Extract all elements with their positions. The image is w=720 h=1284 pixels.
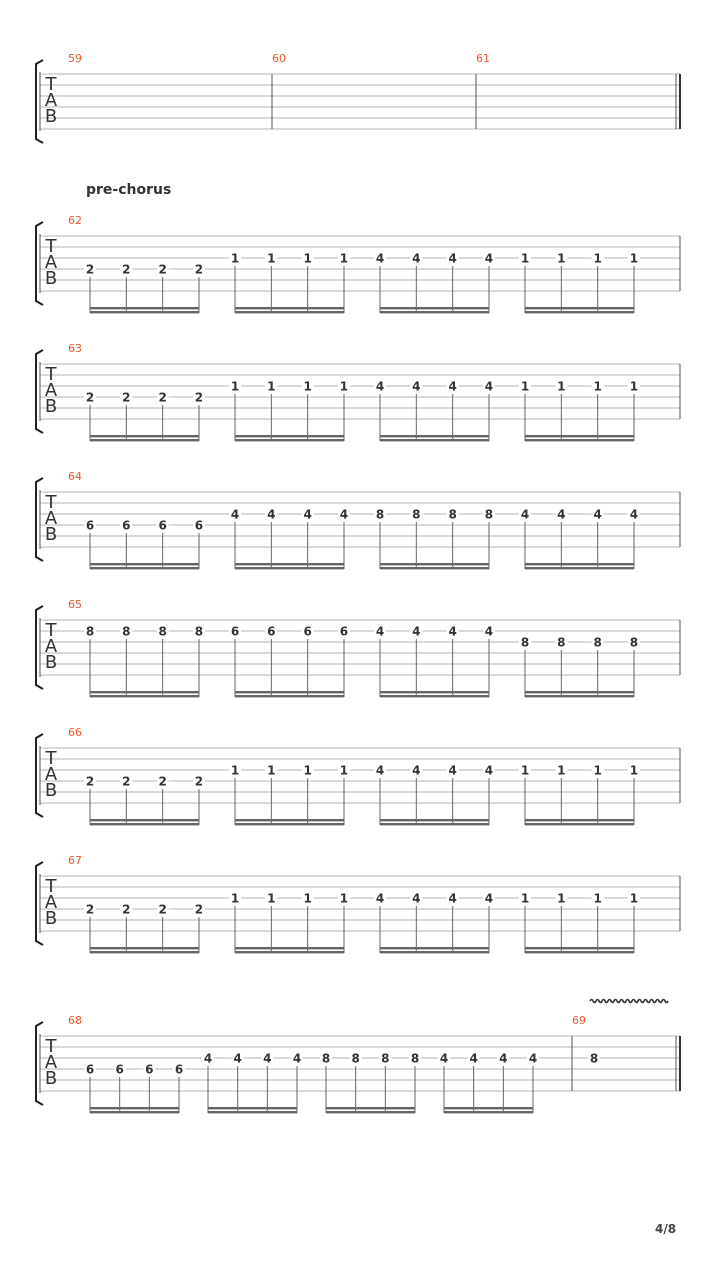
note-beam (90, 819, 199, 821)
fret-number: 4 (303, 507, 312, 522)
fret-number: 1 (303, 379, 312, 394)
fret-number: 1 (557, 251, 566, 266)
tab-letter: A (44, 764, 58, 785)
fret-number: 2 (122, 262, 131, 277)
fret-number: 1 (230, 891, 240, 906)
fret-number: 8 (520, 635, 530, 650)
fret-number: 2 (194, 774, 204, 789)
fret-number: 2 (85, 774, 95, 789)
note-beam (525, 435, 634, 437)
fret-number: 8 (448, 507, 457, 522)
fret-number: 4 (484, 763, 494, 778)
fret-number: 1 (557, 763, 566, 778)
note-beam (208, 1107, 297, 1109)
measure-number: 65 (68, 598, 82, 611)
note-beam (525, 439, 634, 441)
fret-number: 1 (267, 763, 276, 778)
fret-number: 4 (593, 507, 602, 522)
tab-letter: B (44, 908, 58, 929)
note-beam (380, 951, 489, 953)
fret-number: 4 (448, 763, 457, 778)
fret-number: 4 (267, 507, 276, 522)
fret-number: 4 (484, 251, 494, 266)
tab-system (36, 1000, 680, 1114)
tab-system (36, 598, 680, 697)
fret-number: 2 (85, 390, 95, 405)
fret-number: 6 (85, 518, 95, 533)
fret-number: 1 (593, 379, 602, 394)
fret-number: 6 (303, 624, 312, 639)
fret-number: 2 (158, 902, 167, 917)
fret-number: 4 (629, 507, 639, 522)
fret-number: 6 (230, 624, 240, 639)
fret-number: 1 (629, 379, 639, 394)
measure-number: 59 (68, 52, 82, 65)
tab-system (36, 470, 680, 569)
tab-letter: B (44, 396, 58, 417)
tab-letter: T (45, 620, 57, 641)
fret-number: 2 (85, 902, 95, 917)
note-beam (525, 563, 634, 565)
tab-letter: T (45, 1036, 57, 1057)
measure-number: 61 (476, 52, 490, 65)
fret-number: 1 (339, 251, 349, 266)
fret-number: 4 (448, 891, 457, 906)
note-beam (525, 307, 634, 309)
fret-number: 2 (122, 390, 131, 405)
section-label: pre-chorus (86, 182, 172, 198)
note-beam (380, 823, 489, 825)
measure-number: 66 (68, 726, 82, 739)
page-number: 4/8 (655, 1222, 677, 1236)
fret-number: 4 (520, 507, 530, 522)
fret-number: 1 (303, 763, 312, 778)
note-beam (90, 695, 199, 697)
fret-number: 4 (557, 507, 566, 522)
tab-letter: B (44, 1068, 58, 1089)
fret-number: 4 (499, 1051, 508, 1066)
note-beam (525, 691, 634, 693)
tab-letter: A (44, 252, 58, 273)
fret-number: 8 (321, 1051, 331, 1066)
fret-number: 8 (484, 507, 494, 522)
fret-number: 2 (158, 774, 167, 789)
fret-number: 1 (629, 251, 639, 266)
fret-number: 1 (593, 763, 602, 778)
tab-letter: B (44, 524, 58, 545)
fret-number: 2 (194, 390, 204, 405)
measure-number: 62 (68, 214, 82, 227)
fret-number: 4 (230, 507, 240, 522)
vibrato-mark (590, 1000, 668, 1003)
fret-number: 8 (589, 1051, 599, 1066)
note-beam (525, 951, 634, 953)
tab-letter: T (45, 876, 57, 897)
tab-letter: T (45, 748, 57, 769)
fret-number: 2 (194, 262, 204, 277)
fret-number: 4 (263, 1051, 272, 1066)
note-beam (380, 695, 489, 697)
fret-number: 4 (469, 1051, 478, 1066)
fret-number: 8 (629, 635, 639, 650)
note-beam (444, 1111, 533, 1113)
note-beam (90, 439, 199, 441)
fret-number: 1 (230, 251, 240, 266)
fret-number: 2 (158, 390, 167, 405)
fret-number: 1 (520, 891, 530, 906)
note-beam (380, 563, 489, 565)
fret-number: 4 (375, 763, 385, 778)
note-beam (90, 691, 199, 693)
fret-number: 4 (448, 251, 457, 266)
fret-number: 6 (267, 624, 276, 639)
note-beam (90, 311, 199, 313)
fret-number: 6 (145, 1062, 154, 1077)
note-beam (90, 563, 199, 565)
note-beam (235, 435, 344, 437)
fret-number: 1 (303, 891, 312, 906)
note-beam (208, 1111, 297, 1113)
fret-number: 2 (158, 262, 167, 277)
fret-number: 4 (412, 251, 421, 266)
note-beam (380, 307, 489, 309)
fret-number: 1 (339, 891, 349, 906)
fret-number: 4 (203, 1051, 213, 1066)
tab-system (36, 726, 680, 825)
fret-number: 8 (158, 624, 167, 639)
fret-number: 4 (292, 1051, 302, 1066)
note-beam (235, 307, 344, 309)
fret-number: 4 (484, 379, 494, 394)
fret-number: 8 (410, 1051, 420, 1066)
note-beam (235, 311, 344, 313)
note-beam (525, 819, 634, 821)
note-beam (235, 823, 344, 825)
tab-letter: A (44, 380, 58, 401)
fret-number: 1 (593, 891, 602, 906)
tab-letter: A (44, 892, 58, 913)
note-beam (380, 439, 489, 441)
fret-number: 1 (303, 251, 312, 266)
note-beam (525, 695, 634, 697)
tab-letter: B (44, 268, 58, 289)
tab-letter: A (44, 508, 58, 529)
note-beam (235, 695, 344, 697)
note-beam (90, 1111, 179, 1113)
fret-number: 4 (233, 1051, 242, 1066)
fret-number: 2 (85, 262, 95, 277)
fret-number: 1 (230, 379, 240, 394)
measure-number: 60 (272, 52, 286, 65)
tab-letter: T (45, 364, 57, 385)
fret-number: 8 (412, 507, 421, 522)
note-beam (380, 435, 489, 437)
fret-number: 6 (194, 518, 204, 533)
fret-number: 4 (375, 379, 385, 394)
fret-number: 8 (375, 507, 385, 522)
fret-number: 6 (122, 518, 131, 533)
fret-number: 8 (557, 635, 566, 650)
fret-number: 8 (194, 624, 204, 639)
fret-number: 4 (448, 379, 457, 394)
fret-number: 1 (230, 763, 240, 778)
fret-number: 6 (158, 518, 167, 533)
note-beam (525, 947, 634, 949)
fret-number: 1 (520, 379, 530, 394)
note-beam (235, 947, 344, 949)
fret-number: 1 (557, 891, 566, 906)
note-beam (380, 819, 489, 821)
fret-number: 4 (375, 624, 385, 639)
fret-number: 4 (484, 891, 494, 906)
tab-system (36, 52, 680, 143)
fret-number: 8 (122, 624, 131, 639)
fret-number: 2 (194, 902, 204, 917)
tab-system (36, 854, 680, 953)
note-beam (90, 823, 199, 825)
note-beam (235, 439, 344, 441)
note-beam (90, 1107, 179, 1109)
fret-number: 4 (448, 624, 457, 639)
tab-letter: B (44, 780, 58, 801)
fret-number: 1 (557, 379, 566, 394)
note-beam (380, 567, 489, 569)
tab-letter: A (44, 90, 58, 111)
note-beam (235, 951, 344, 953)
note-beam (326, 1111, 415, 1113)
note-beam (235, 691, 344, 693)
fret-number: 8 (351, 1051, 360, 1066)
tab-letter: T (45, 74, 57, 95)
fret-number: 2 (122, 774, 131, 789)
fret-number: 1 (339, 379, 349, 394)
note-beam (90, 435, 199, 437)
fret-number: 4 (339, 507, 349, 522)
fret-number: 1 (267, 379, 276, 394)
note-beam (90, 951, 199, 953)
fret-number: 4 (412, 763, 421, 778)
tab-letter: B (44, 106, 58, 127)
fret-number: 4 (439, 1051, 449, 1066)
note-beam (525, 311, 634, 313)
note-beam (525, 567, 634, 569)
measure-number: 69 (572, 1014, 586, 1027)
fret-number: 6 (174, 1062, 184, 1077)
note-beam (326, 1107, 415, 1109)
tab-letter: T (45, 492, 57, 513)
fret-number: 1 (267, 891, 276, 906)
note-beam (235, 819, 344, 821)
measure-number: 64 (68, 470, 82, 483)
tab-system (36, 342, 680, 441)
fret-number: 8 (381, 1051, 390, 1066)
tab-letter: A (44, 1052, 58, 1073)
fret-number: 1 (520, 251, 530, 266)
note-beam (235, 563, 344, 565)
fret-number: 4 (412, 891, 421, 906)
fret-number: 4 (375, 891, 385, 906)
fret-number: 8 (85, 624, 95, 639)
note-beam (380, 691, 489, 693)
tab-letter: A (44, 636, 58, 657)
fret-number: 1 (339, 763, 349, 778)
note-beam (380, 311, 489, 313)
measure-number: 63 (68, 342, 82, 355)
note-beam (380, 947, 489, 949)
fret-number: 4 (375, 251, 385, 266)
note-beam (235, 567, 344, 569)
tab-letter: B (44, 652, 58, 673)
note-beam (90, 567, 199, 569)
fret-number: 1 (629, 891, 639, 906)
tab-system (36, 214, 680, 313)
note-beam (90, 307, 199, 309)
fret-number: 1 (629, 763, 639, 778)
note-beam (444, 1107, 533, 1109)
fret-number: 8 (593, 635, 602, 650)
measure-number: 67 (68, 854, 82, 867)
fret-number: 6 (339, 624, 349, 639)
fret-number: 4 (412, 379, 421, 394)
fret-number: 1 (593, 251, 602, 266)
fret-number: 6 (85, 1062, 95, 1077)
fret-number: 4 (412, 624, 421, 639)
fret-number: 6 (115, 1062, 124, 1077)
fret-number: 2 (122, 902, 131, 917)
fret-number: 1 (267, 251, 276, 266)
fret-number: 4 (528, 1051, 538, 1066)
note-beam (525, 823, 634, 825)
tab-letter: T (45, 236, 57, 257)
fret-number: 4 (484, 624, 494, 639)
measure-number: 68 (68, 1014, 82, 1027)
note-beam (90, 947, 199, 949)
fret-number: 1 (520, 763, 530, 778)
